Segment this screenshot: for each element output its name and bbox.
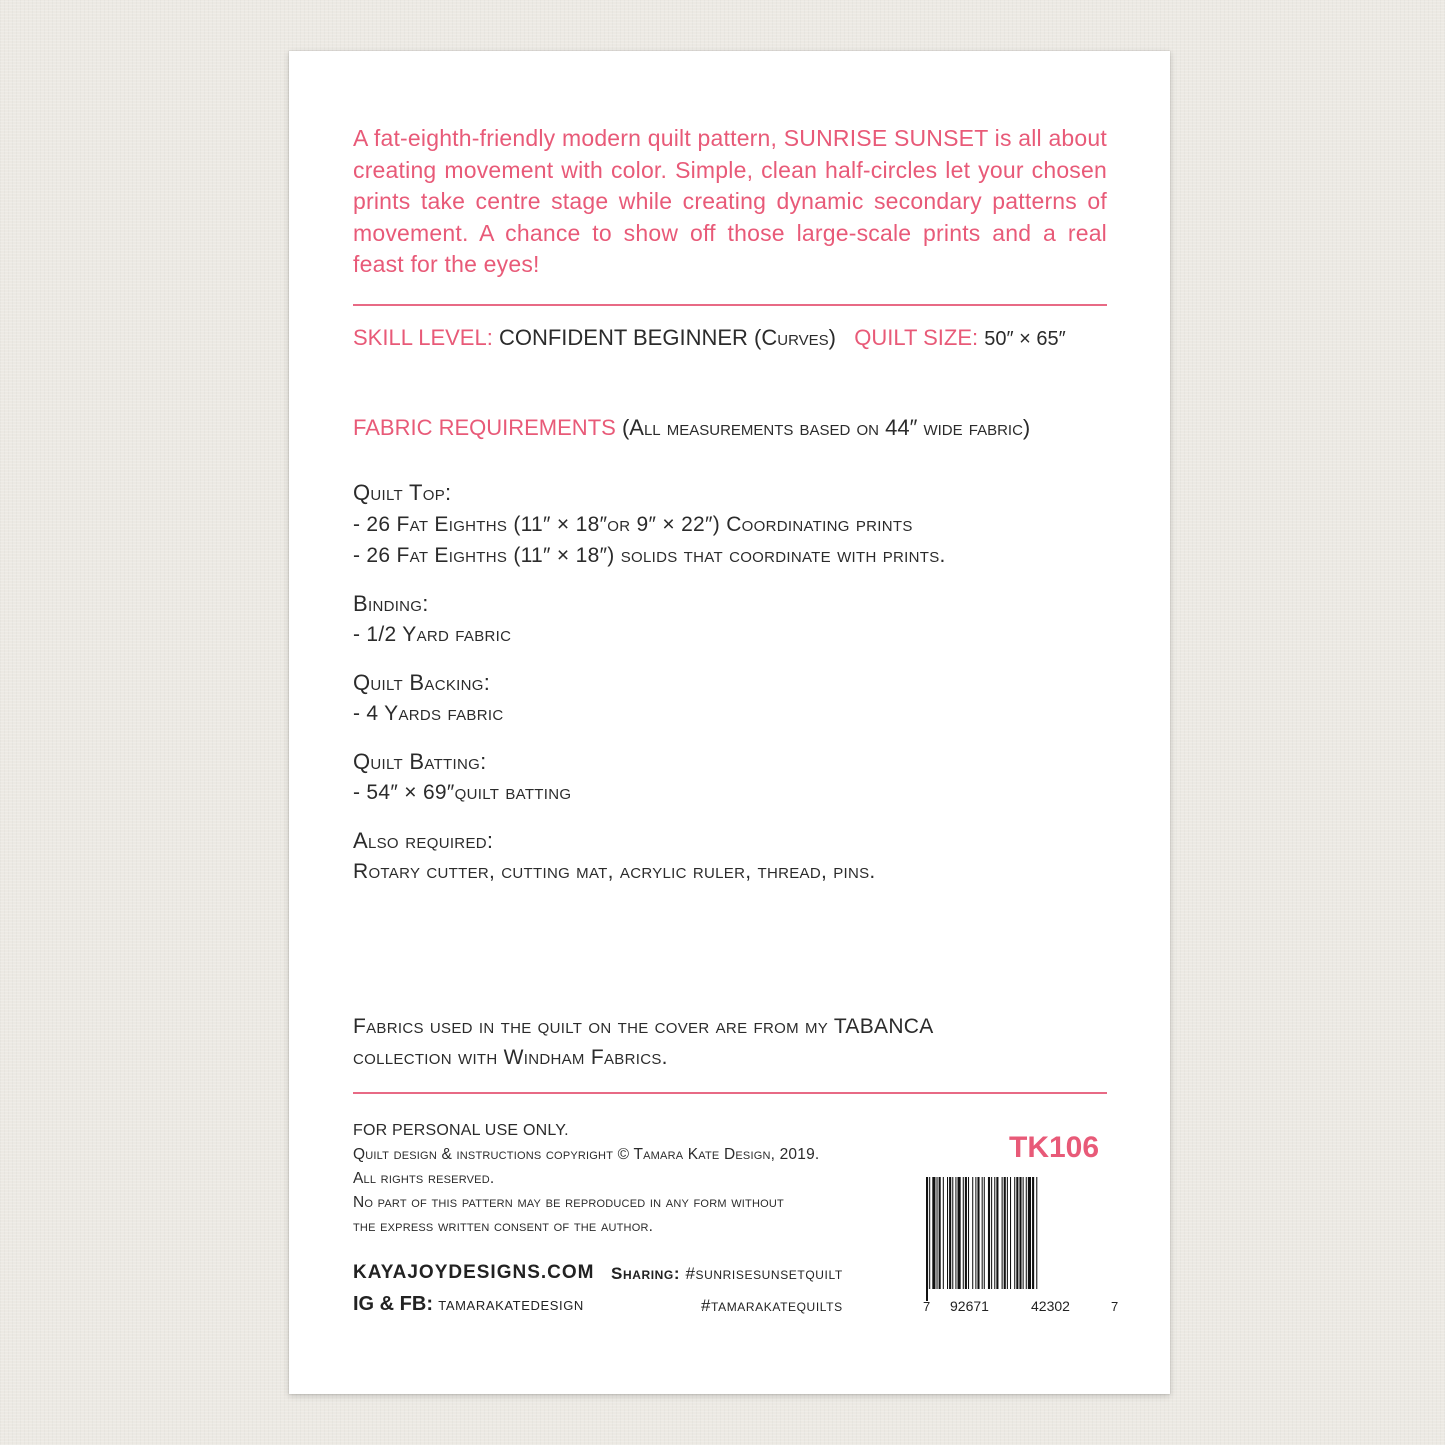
barcode-bar	[1032, 1177, 1034, 1289]
requirement-item: - 4 Yards fabric	[353, 702, 504, 725]
barcode-bar	[968, 1177, 969, 1289]
barcode-bar	[949, 1177, 951, 1289]
barcode-bar	[1010, 1177, 1011, 1289]
requirement-group	[353, 667, 1107, 730]
quilt-size-label: QUILT SIZE:	[854, 325, 979, 350]
barcode-bar	[932, 1177, 935, 1289]
fabrics-note-line: Fabrics used in the quilt on the cover are from my TABANCA	[353, 1015, 934, 1038]
barcode-group-1: 92671	[950, 1298, 989, 1314]
requirement-heading: Quilt Backing:	[353, 669, 491, 695]
hashtag-2: #tamarakatequilts	[701, 1296, 843, 1315]
fabrics-note	[353, 1011, 1107, 1073]
barcode-bar	[975, 1177, 976, 1289]
barcode-bars	[926, 1177, 1037, 1301]
pattern-back-cover	[289, 51, 1170, 1394]
barcode-bar	[1036, 1177, 1037, 1301]
barcode-bar	[991, 1177, 992, 1289]
requirement-group	[353, 588, 1107, 651]
requirement-item: Rotary cutter, cutting mat, acrylic ruler, thread, pins.	[353, 860, 876, 883]
sharing-line	[611, 1264, 843, 1284]
legal-line: All rights reserved.	[353, 1170, 495, 1187]
requirement-heading: Quilt Batting:	[353, 748, 487, 774]
barcode-bar	[965, 1177, 967, 1289]
requirement-group	[353, 477, 1107, 572]
divider-bottom	[353, 1092, 1107, 1094]
barcode-bar	[1004, 1177, 1006, 1289]
requirement-group	[353, 825, 1107, 888]
quilt-size-value: 50″ × 65″	[984, 328, 1066, 350]
fabrics-note-line: collection with Windham Fabrics.	[353, 1046, 668, 1069]
social-label: IG & FB:	[353, 1293, 433, 1315]
legal-notice	[353, 1119, 933, 1239]
barcode-bar	[1019, 1177, 1021, 1289]
barcode-bar	[943, 1177, 944, 1289]
intro-paragraph: A fat-eighth-friendly modern quilt pattern, SUNRISE SUNSET is all about creating movement with color. Simple, clean half-circles let your chosen prints take centre stage while creating dynamic secondary patterns of movement. A chance to show off those large-scale prints and a real feast for the eyes!	[353, 125, 1107, 277]
hashtag-1: #sunrisesunsetquilt	[685, 1264, 843, 1283]
barcode-digit-right: 7	[1111, 1299, 1119, 1314]
legal-line: No part of this pattern may be reproduced in any form without	[353, 1194, 784, 1211]
barcode-bar	[1002, 1177, 1003, 1289]
barcode	[920, 1177, 1120, 1317]
sharing-label: Sharing:	[611, 1264, 681, 1283]
barcode-bar	[994, 1177, 995, 1289]
barcode-bar	[926, 1177, 928, 1301]
barcode-bar	[939, 1177, 941, 1289]
fabric-requirements-label: FABRIC REQUIREMENTS	[353, 415, 616, 440]
barcode-bar	[984, 1177, 985, 1301]
barcode-bar	[952, 1177, 953, 1289]
barcode-bar	[1026, 1177, 1027, 1289]
requirements-list	[353, 477, 1107, 904]
fabric-requirements-note: (All measurements based on 44″ wide fabric)	[621, 415, 1031, 440]
requirement-item: - 26 Fat Eighths (11″ × 18″or 9″ × 22″) Coordinating prints	[353, 512, 913, 536]
barcode-bar	[958, 1177, 961, 1289]
barcode-bar	[982, 1177, 983, 1301]
barcode-bar	[929, 1177, 930, 1301]
barcode-bar	[947, 1177, 948, 1289]
barcode-bar	[1016, 1177, 1018, 1289]
barcode-bar	[963, 1177, 964, 1289]
barcode-bar	[977, 1177, 979, 1289]
skill-level-label: SKILL LEVEL:	[353, 325, 493, 350]
requirement-group	[353, 746, 1107, 809]
social-handle	[353, 1293, 584, 1316]
legal-line: the express written consent of the author.	[353, 1218, 654, 1235]
social-value: tamarakatedesign	[438, 1294, 584, 1315]
fabric-requirements-heading	[353, 415, 1107, 441]
barcode-bar	[937, 1177, 938, 1289]
specs-line	[353, 325, 1107, 351]
divider-top	[353, 304, 1107, 306]
skill-level-value: CONFIDENT BEGINNER (Curves)	[498, 325, 836, 350]
requirement-item: - 1/2 Yard fabric	[353, 623, 512, 646]
barcode-group-2: 42302	[1031, 1298, 1070, 1314]
requirement-heading: Also required:	[353, 827, 494, 853]
barcode-bar	[1014, 1177, 1015, 1289]
requirement-heading: Binding:	[353, 590, 429, 616]
barcode-bar	[1007, 1177, 1008, 1289]
barcode-bar	[996, 1177, 998, 1289]
barcode-bar	[988, 1177, 990, 1289]
legal-line: Quilt design & instructions copyright © Tamara Kate Design, 2019.	[353, 1146, 820, 1163]
barcode-bar	[1023, 1177, 1024, 1289]
website-link[interactable]: KAYAJOYDESIGNS.COM	[353, 1262, 595, 1283]
barcode-digit-left: 7	[923, 1299, 931, 1314]
requirement-item: - 54″ × 69″quilt batting	[353, 781, 572, 804]
legal-line: FOR PERSONAL USE ONLY.	[353, 1122, 569, 1139]
barcode-bar	[972, 1177, 973, 1289]
barcode-bar	[955, 1177, 956, 1289]
barcode-bar	[1028, 1177, 1031, 1289]
requirement-heading: Quilt Top:	[353, 480, 452, 505]
product-code: TK106	[1009, 1131, 1100, 1164]
requirement-item: - 26 Fat Eighths (11″ × 18″) solids that coordinate with prints.	[353, 544, 946, 567]
